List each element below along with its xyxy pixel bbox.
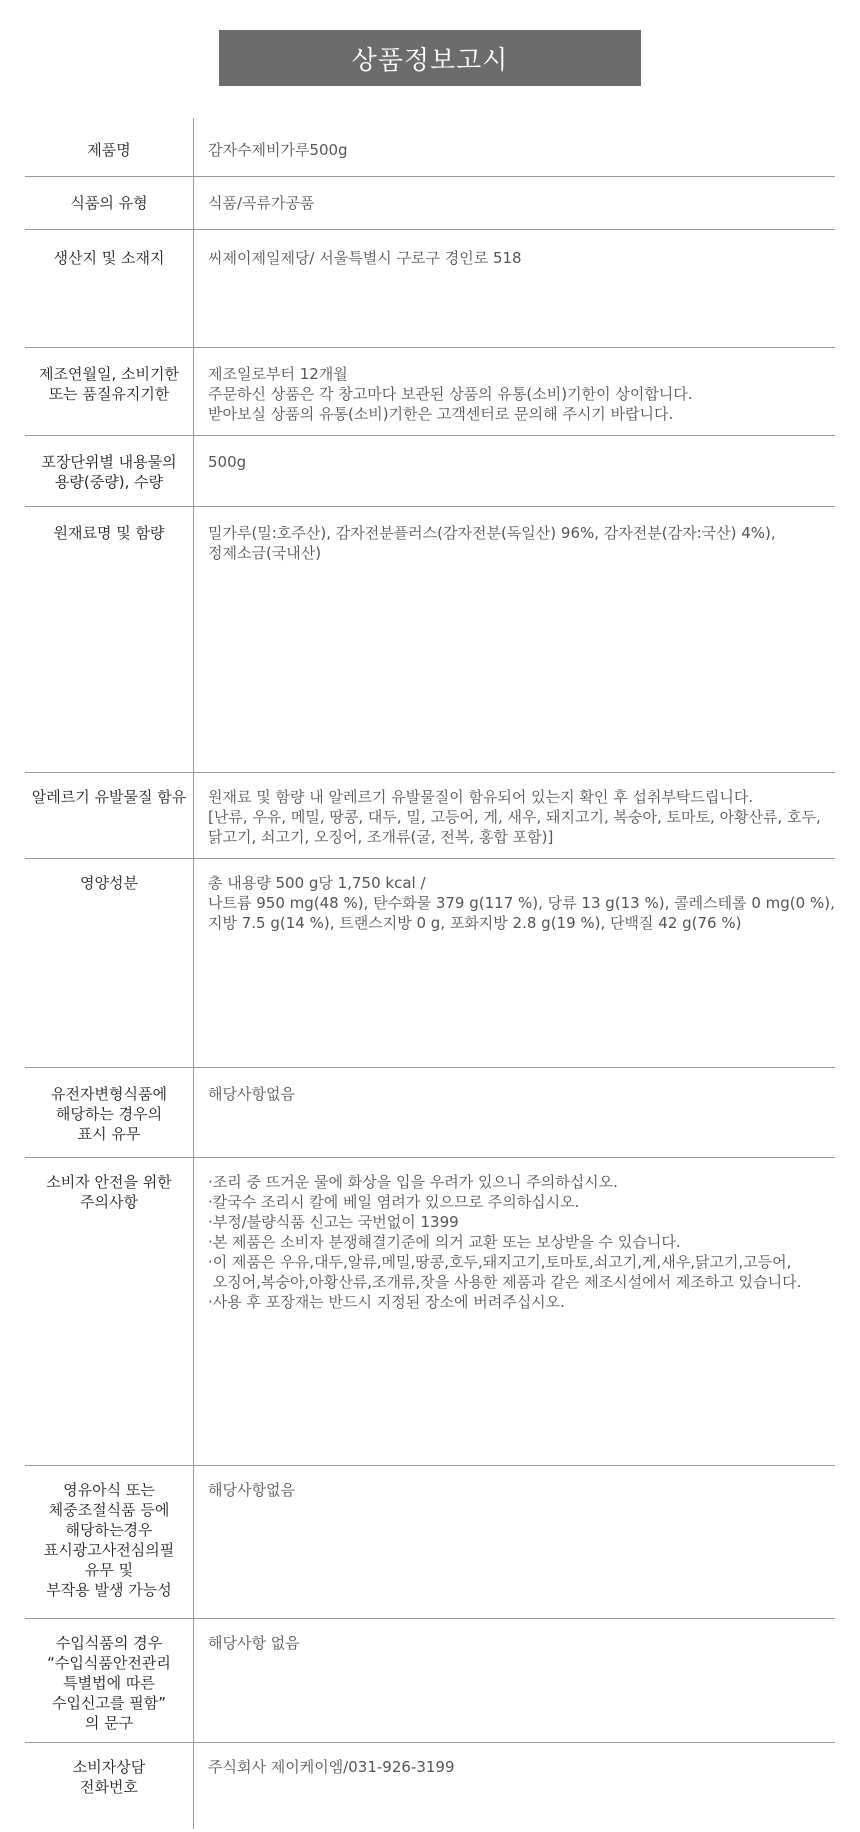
- row-value: 밀가루(밀:호주산), 감자전분플러스(감자전분(독일산) 96%, 감자전분(감자:국산) 4%), 정제소금(국내산): [208, 524, 776, 562]
- row-value: 해당사항없음: [208, 1085, 295, 1103]
- table-row: [25, 1068, 835, 1158]
- row-label: 유전자변형식품에 해당하는 경우의 표시 유무: [25, 1068, 194, 1157]
- row-value: 500g: [208, 453, 247, 471]
- row-value: 해당사항없음: [208, 1481, 295, 1499]
- row-label: 제조연월일, 소비기한 또는 품질유지기한: [25, 348, 194, 435]
- row-value: 주식회사 제이케이엠/031-926-3199: [208, 1758, 455, 1776]
- row-label: 알레르기 유발물질 함유: [25, 773, 194, 858]
- table-row: [25, 230, 835, 348]
- row-value: 해당사항 없음: [208, 1634, 300, 1652]
- row-value: 원재료 및 함량 내 알레르기 유발물질이 함유되어 있는지 확인 후 섭취부탁드립니다. [난류, 우유, 메밀, 땅콩, 대두, 밀, 고등어, 게, 새우, 돼지고기, 복숭아, 토마토, 아황산류, 호두, 닭고기, 쇠고기, 오징어, 조개류(굴, 전복, 홍합 포함)]: [208, 788, 821, 846]
- row-label: 영양성분: [25, 859, 194, 1067]
- row-label: 소비자 안전을 위한 주의사항: [25, 1158, 194, 1465]
- row-value: 총 내용량 500 g당 1,750 kcal / 나트륨 950 mg(48 %), 탄수화물 379 g(117 %), 당류 13 g(13 %), 콜레스테롤 0 mg(0 %), 지방 7.5 g(14 %), 트랜스지방 0 g, 포화지방 2.8 g(19 %), 단백질 42 g(76 %): [208, 874, 835, 932]
- row-label: 원재료명 및 함량: [25, 507, 194, 772]
- row-label: 영유아식 또는 체중조절식품 등에 해당하는경우 표시광고사전심의필 유무 및 부작용 발생 가능성: [25, 1466, 194, 1618]
- row-value: 식품/곡류가공품: [208, 194, 315, 212]
- table-row: [25, 507, 835, 773]
- table-row: [25, 1619, 835, 1743]
- table-row: [25, 773, 835, 859]
- page-title: 상품정보고시: [219, 30, 641, 86]
- table-row: [25, 177, 835, 230]
- row-label: 제품명: [25, 118, 194, 176]
- product-info-table: [25, 118, 835, 1829]
- row-label: 포장단위별 내용물의 용량(중량), 수량: [25, 436, 194, 506]
- row-value: 씨제이제일제당/ 서울특별시 구로구 경인로 518: [208, 249, 522, 267]
- row-value: 제조일로부터 12개월 주문하신 상품은 각 창고마다 보관된 상품의 유통(소비)기한이 상이합니다. 받아보실 상품의 유통(소비)기한은 고객센터로 문의해 주시기 바랍니다.: [208, 365, 693, 423]
- table-row: [25, 436, 835, 507]
- row-label: 식품의 유형: [25, 177, 194, 229]
- table-row: [25, 859, 835, 1068]
- table-row: [25, 1466, 835, 1619]
- table-row: [25, 348, 835, 436]
- row-label: 생산지 및 소재지: [25, 230, 194, 347]
- row-label: 수입식품의 경우 “수입식품안전관리 특별법에 따른 수입신고를 필함” 의 문구: [25, 1619, 194, 1742]
- table-row: [25, 1743, 835, 1829]
- table-row: [25, 1158, 835, 1466]
- table-row: [25, 118, 835, 177]
- row-label: 소비자상담 전화번호: [25, 1743, 194, 1829]
- row-value: ·조리 중 뜨거운 물에 화상을 입을 우려가 있으니 주의하십시오. ·칼국수 조리시 칼에 베일 염려가 있으므로 주의하십시오. ·부정/불량식품 신고는 국번없이 1399 ·본 제품은 소비자 분쟁해결기준에 의거 교환 또는 보상받을 수 있습니다. ·이 제품은 우유,대두,알류,메밀,땅콩,호두,돼지고기,토마토,쇠고기,게,새우,닭고기,고등어, 오징어,복숭아,아황산류,조개류,잣을 사용한 제품과 같은 제조시설에서 제조하고 있습니다. ·사용 후 포장재는 반드시 지정된 장소에 버려주십시오.: [208, 1173, 802, 1311]
- row-value: 감자수제비가루500g: [208, 141, 348, 159]
